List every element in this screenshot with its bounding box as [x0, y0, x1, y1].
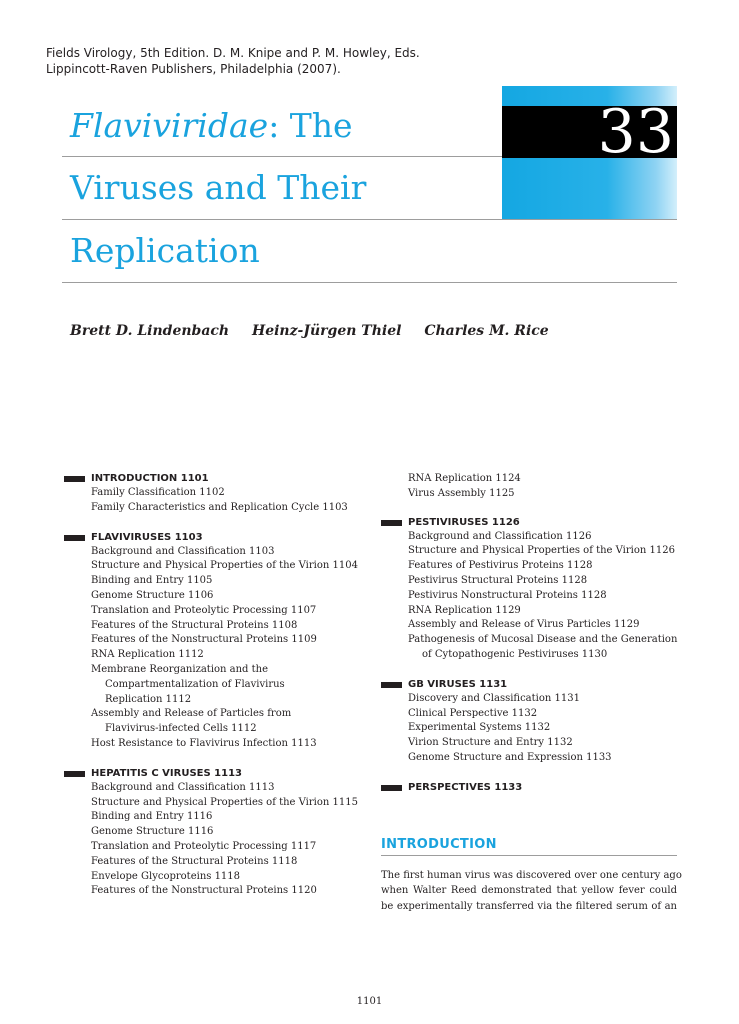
toc-heading-text: PESTIVIRUSES 1126	[408, 516, 520, 528]
toc-entry: Translation and Proteolytic Processing 1107	[91, 604, 317, 616]
toc-section-heading	[64, 531, 364, 545]
page-number: 1101	[356, 996, 383, 1007]
toc-entry: RNA Replication 1129	[408, 604, 521, 616]
toc-entry: Translation and Proteolytic Processing 1117	[91, 840, 317, 852]
introduction-heading: INTRODUCTION	[381, 837, 497, 852]
toc-section	[381, 678, 681, 766]
author-name: Brett D. Lindenbach	[70, 323, 230, 339]
citation-line-1: Fields Virology, 5th Edition. D. M. Knipe and P. M. Howley, Eds.	[46, 46, 420, 60]
title-family-name: Flaviviridae	[70, 106, 269, 145]
introduction-line: The first human virus was discovered over one century ago	[381, 870, 682, 881]
toc-heading-text: FLAVIVIRUSES 1103	[91, 531, 203, 543]
toc-entry: Binding and Entry 1116	[91, 811, 213, 823]
introduction-line: when Walter Reed demonstrated that yellow fever could	[381, 885, 677, 897]
toc-section	[64, 472, 364, 516]
toc-section-heading	[381, 516, 681, 530]
toc-entry: Background and Classification 1126	[408, 530, 592, 542]
toc-entry: Family Classification 1102	[91, 487, 225, 498]
toc-section-heading	[381, 678, 681, 692]
toc-entry: Structure and Physical Properties of the Virion 1104	[91, 560, 358, 572]
toc-heading-text: PERSPECTIVES 1133	[408, 781, 523, 793]
toc-entry: Features of the Structural Proteins 1108	[91, 619, 298, 631]
section-bar-icon	[64, 476, 85, 482]
section-bar-icon	[381, 682, 402, 688]
toc-entry: Family Characteristics and Replication Cycle 1103	[91, 501, 348, 513]
citation-line-2: Lippincott-Raven Publishers, Philadelphia (2007).	[46, 62, 341, 76]
toc-entry: Features of Pestivirus Proteins 1128	[408, 560, 593, 572]
toc-entry: Envelope Glycoproteins 1118	[91, 870, 241, 882]
chapter-title-line-3: Replication	[70, 231, 260, 270]
chapter-number: 33	[597, 97, 674, 167]
toc-entry: Binding and Entry 1105	[91, 575, 213, 587]
toc-entry: Flavivirus-infected Cells 1112	[105, 723, 257, 735]
toc-entry: Membrane Reorganization and the	[91, 663, 269, 675]
toc-entry: Structure and Physical Properties of the Virion 1115	[91, 796, 358, 808]
toc-entry: Genome Structure and Expression 1133	[408, 751, 612, 763]
table-of-contents-right	[381, 472, 681, 795]
toc-section	[64, 767, 364, 899]
toc-heading-text: GB VIRUSES 1131	[408, 678, 508, 690]
chapter-title-line-2: Viruses and Their	[70, 168, 367, 207]
toc-heading-text: INTRODUCTION 1101	[91, 473, 209, 484]
toc-entry: Features of the Structural Proteins 1118	[91, 855, 298, 867]
toc-entry: Clinical Perspective 1132	[408, 707, 538, 719]
citation	[46, 45, 420, 77]
toc-entry: Genome Structure 1116	[91, 826, 214, 838]
section-bar-icon	[64, 771, 85, 777]
toc-entry: Experimental Systems 1132	[408, 722, 551, 734]
toc-section-heading	[64, 472, 364, 486]
toc-entry: Genome Structure 1106	[91, 589, 214, 601]
toc-entry: Features of the Nonstructural Proteins 1109	[91, 634, 317, 646]
toc-entry: Pestivirus Structural Proteins 1128	[408, 574, 588, 586]
toc-entry: Assembly and Release of Virus Particles 1129	[408, 619, 640, 631]
chapter-title-line-1	[70, 106, 353, 146]
title-rule-1	[62, 156, 502, 157]
toc-entry: RNA Replication 1124	[408, 473, 521, 484]
toc-section-heading	[64, 767, 364, 781]
introduction-body	[381, 868, 682, 914]
toc-entry: Virus Assembly 1125	[408, 487, 515, 499]
title-rule-2	[62, 219, 677, 220]
author-name: Charles M. Rice	[424, 323, 549, 339]
toc-entry: Host Resistance to Flavivirus Infection 1113	[91, 737, 317, 749]
toc-section	[381, 516, 681, 663]
title-line-1-rest: : The	[268, 106, 353, 145]
author-list	[70, 323, 567, 339]
toc-section	[381, 781, 681, 795]
introduction-line: be experimentally transferred via the filtered serum of an	[381, 900, 677, 912]
section-bar-icon	[381, 785, 402, 791]
toc-section	[64, 531, 364, 752]
introduction-rule	[381, 855, 677, 856]
author-name: Heinz-Jürgen Thiel	[251, 323, 402, 339]
toc-entry: Compartmentalization of Flavivirus	[105, 678, 285, 690]
toc-entry: Assembly and Release of Particles from	[91, 708, 292, 720]
toc-entry: Discovery and Classification 1131	[408, 692, 580, 704]
toc-entry: Background and Classification 1113	[91, 781, 275, 793]
toc-heading-text: HEPATITIS C VIRUSES 1113	[91, 767, 242, 779]
toc-entry: Virion Structure and Entry 1132	[408, 737, 573, 749]
section-bar-icon	[381, 520, 402, 526]
toc-entry: RNA Replication 1112	[91, 649, 204, 661]
toc-entry: Background and Classification 1103	[91, 545, 275, 557]
toc-entry: Pestivirus Nonstructural Proteins 1128	[408, 589, 607, 601]
title-rule-3	[62, 282, 677, 283]
toc-entry: Pathogenesis of Mucosal Disease and the Generation	[408, 634, 678, 646]
toc-entry: of Cytopathogenic Pestiviruses 1130	[422, 648, 608, 660]
section-bar-icon	[64, 535, 85, 541]
toc-entry: Structure and Physical Properties of the Virion 1126	[408, 545, 675, 557]
toc-entry: Features of the Nonstructural Proteins 1120	[91, 885, 317, 897]
toc-entry: Replication 1112	[105, 693, 192, 705]
toc-section-heading	[381, 781, 681, 795]
table-of-contents-left	[64, 472, 364, 899]
